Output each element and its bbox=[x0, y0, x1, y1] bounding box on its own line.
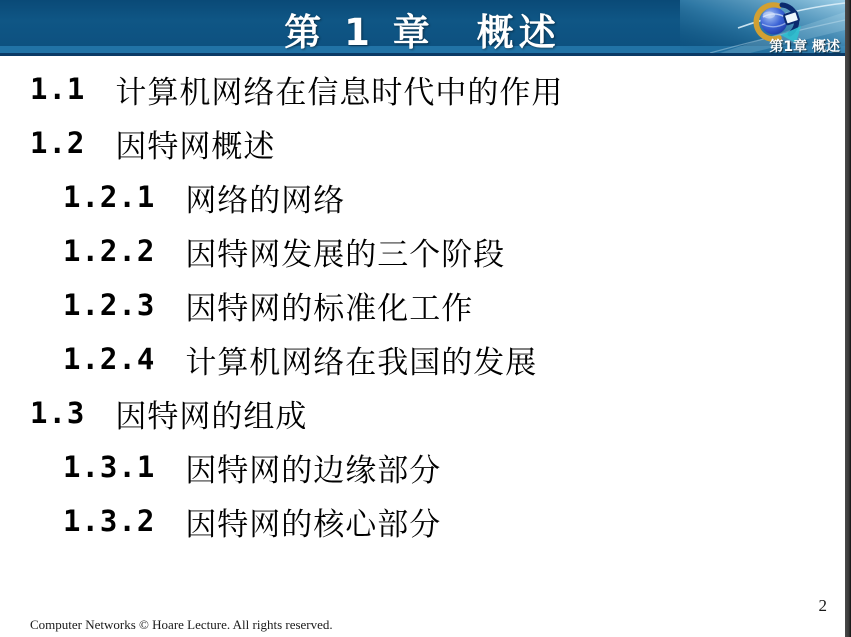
toc-item-title: 因特网概述 bbox=[115, 128, 276, 165]
toc-item-title: 因特网发展的三个阶段 bbox=[185, 236, 506, 273]
toc-item-number: 1.2.3 bbox=[63, 288, 156, 322]
toc-item bbox=[0, 494, 840, 548]
corner-chapter-label: 第1章 概述 bbox=[769, 39, 840, 55]
toc-item-number: 1.2 bbox=[30, 126, 86, 160]
slide-title: 第 1 章 概述 bbox=[284, 11, 561, 54]
toc-item-number: 1.2.4 bbox=[63, 342, 156, 376]
toc-item-title: 计算机网络在我国的发展 bbox=[185, 344, 538, 381]
toc-item bbox=[0, 116, 840, 170]
page-number: 2 bbox=[818, 596, 827, 615]
toc-item-number: 1.2.2 bbox=[63, 234, 156, 268]
toc-item-title: 因特网的标准化工作 bbox=[185, 290, 474, 327]
right-edge-strip bbox=[845, 0, 851, 637]
toc-item bbox=[0, 332, 840, 386]
toc-item-title: 计算机网络在信息时代中的作用 bbox=[115, 74, 564, 111]
toc-item bbox=[0, 440, 840, 494]
header-bar bbox=[0, 0, 845, 56]
toc-item-title: 因特网的边缘部分 bbox=[185, 452, 442, 489]
toc-item bbox=[0, 278, 840, 332]
copyright-text: Computer Networks © Hoare Lecture. All rights reserved. bbox=[30, 617, 333, 632]
toc-item bbox=[0, 62, 840, 116]
toc-item-number: 1.2.1 bbox=[63, 180, 156, 214]
toc-item bbox=[0, 224, 840, 278]
toc-item bbox=[0, 170, 840, 224]
toc-item-number: 1.1 bbox=[30, 72, 86, 106]
toc-item-title: 网络的网络 bbox=[185, 182, 346, 219]
toc-item-number: 1.3.1 bbox=[63, 450, 156, 484]
toc-item bbox=[0, 386, 840, 440]
toc-item-title: 因特网的核心部分 bbox=[185, 506, 442, 543]
table-of-contents bbox=[0, 62, 840, 548]
toc-item-number: 1.3 bbox=[30, 396, 86, 430]
toc-item-title: 因特网的组成 bbox=[115, 398, 308, 435]
toc-item-number: 1.3.2 bbox=[63, 504, 156, 538]
